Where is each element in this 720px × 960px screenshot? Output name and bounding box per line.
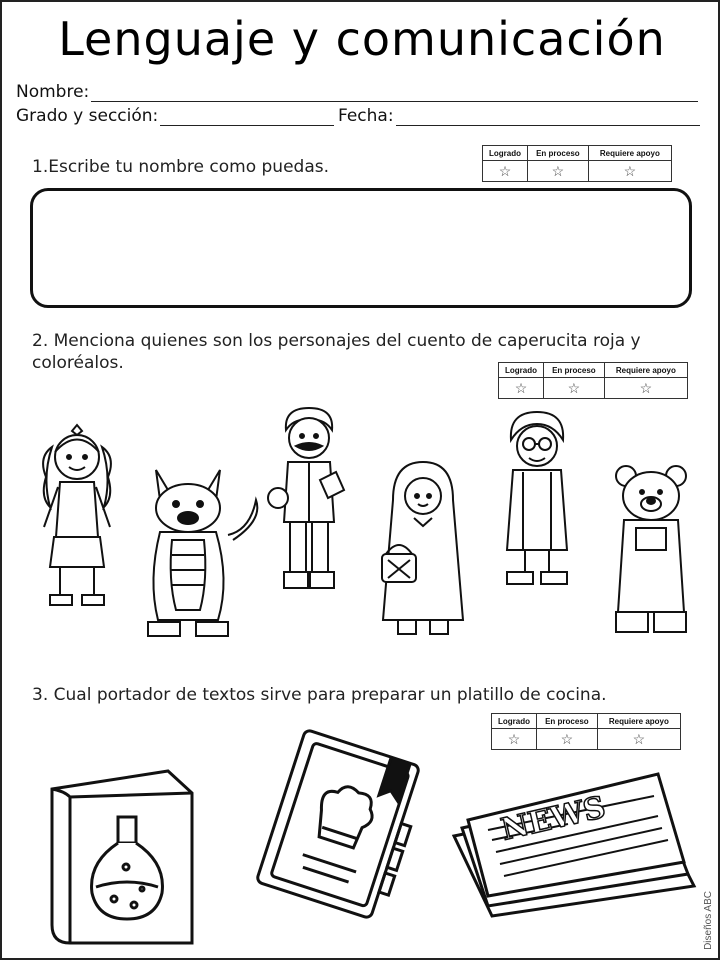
wolf-character-illustration[interactable] xyxy=(138,460,258,640)
name-answer-box[interactable] xyxy=(30,188,692,308)
question-1 xyxy=(32,156,329,178)
star-icon[interactable]: ☆ xyxy=(492,729,537,750)
rubric-1 xyxy=(482,145,672,182)
star-icon[interactable]: ☆ xyxy=(499,378,544,399)
grade-line[interactable] xyxy=(160,107,334,126)
rubric-1-logrado: Logrado xyxy=(483,146,528,161)
rubric-2 xyxy=(498,362,688,399)
rubric-3-requiere-apoyo: Requiere apoyo xyxy=(597,714,680,729)
grandmother-character-illustration[interactable] xyxy=(497,410,577,590)
date-label: Fecha: xyxy=(338,106,394,126)
star-icon[interactable]: ☆ xyxy=(544,378,605,399)
newspaper-illustration[interactable] xyxy=(448,766,703,926)
question-1-text: Escribe tu nombre como puedas. xyxy=(48,157,329,177)
rubric-2-en-proceso: En proceso xyxy=(544,363,605,378)
star-icon[interactable]: ☆ xyxy=(604,378,687,399)
rubric-3-en-proceso: En proceso xyxy=(537,714,598,729)
rubric-1-en-proceso: En proceso xyxy=(528,146,589,161)
question-3 xyxy=(32,684,607,706)
star-icon[interactable]: ☆ xyxy=(483,161,528,182)
rubric-1-requiere-apoyo: Requiere apoyo xyxy=(588,146,671,161)
question-3-text: Cual portador de textos sirve para preparar un platillo de cocina. xyxy=(53,685,607,705)
question-2-number: 2. xyxy=(32,331,49,351)
star-icon[interactable]: ☆ xyxy=(528,161,589,182)
rubric-3-logrado: Logrado xyxy=(492,714,537,729)
grade-field-row xyxy=(16,106,334,126)
bear-character-illustration[interactable] xyxy=(608,462,694,642)
name-label: Nombre: xyxy=(16,82,90,102)
rubric-3 xyxy=(491,713,681,750)
name-field-row xyxy=(16,82,698,102)
red-riding-hood-character-illustration[interactable] xyxy=(378,460,468,640)
girl-character-illustration[interactable] xyxy=(32,417,122,612)
rubric-2-requiere-apoyo: Requiere apoyo xyxy=(604,363,687,378)
star-icon[interactable]: ☆ xyxy=(597,729,680,750)
science-book-illustration[interactable] xyxy=(42,767,202,947)
page-title: Lenguaje y comunicación xyxy=(58,12,666,66)
newspaper-headline: NEWS xyxy=(497,789,609,848)
woodcutter-character-illustration[interactable] xyxy=(264,402,354,597)
rubric-2-logrado: Logrado xyxy=(499,363,544,378)
grade-label: Grado y sección: xyxy=(16,106,159,126)
date-field-row xyxy=(338,106,700,126)
star-icon[interactable]: ☆ xyxy=(537,729,598,750)
recipe-book-illustration[interactable] xyxy=(238,724,438,924)
date-line[interactable] xyxy=(396,107,700,126)
star-icon[interactable]: ☆ xyxy=(588,161,671,182)
question-1-number: 1. xyxy=(32,157,49,177)
name-line[interactable] xyxy=(91,83,698,102)
question-3-number: 3. xyxy=(32,685,49,705)
question-2-text: Menciona quienes son los personajes del cuento de caperucita roja y coloréalos. xyxy=(32,331,641,373)
credit-text: Diseños ABC xyxy=(703,891,714,950)
